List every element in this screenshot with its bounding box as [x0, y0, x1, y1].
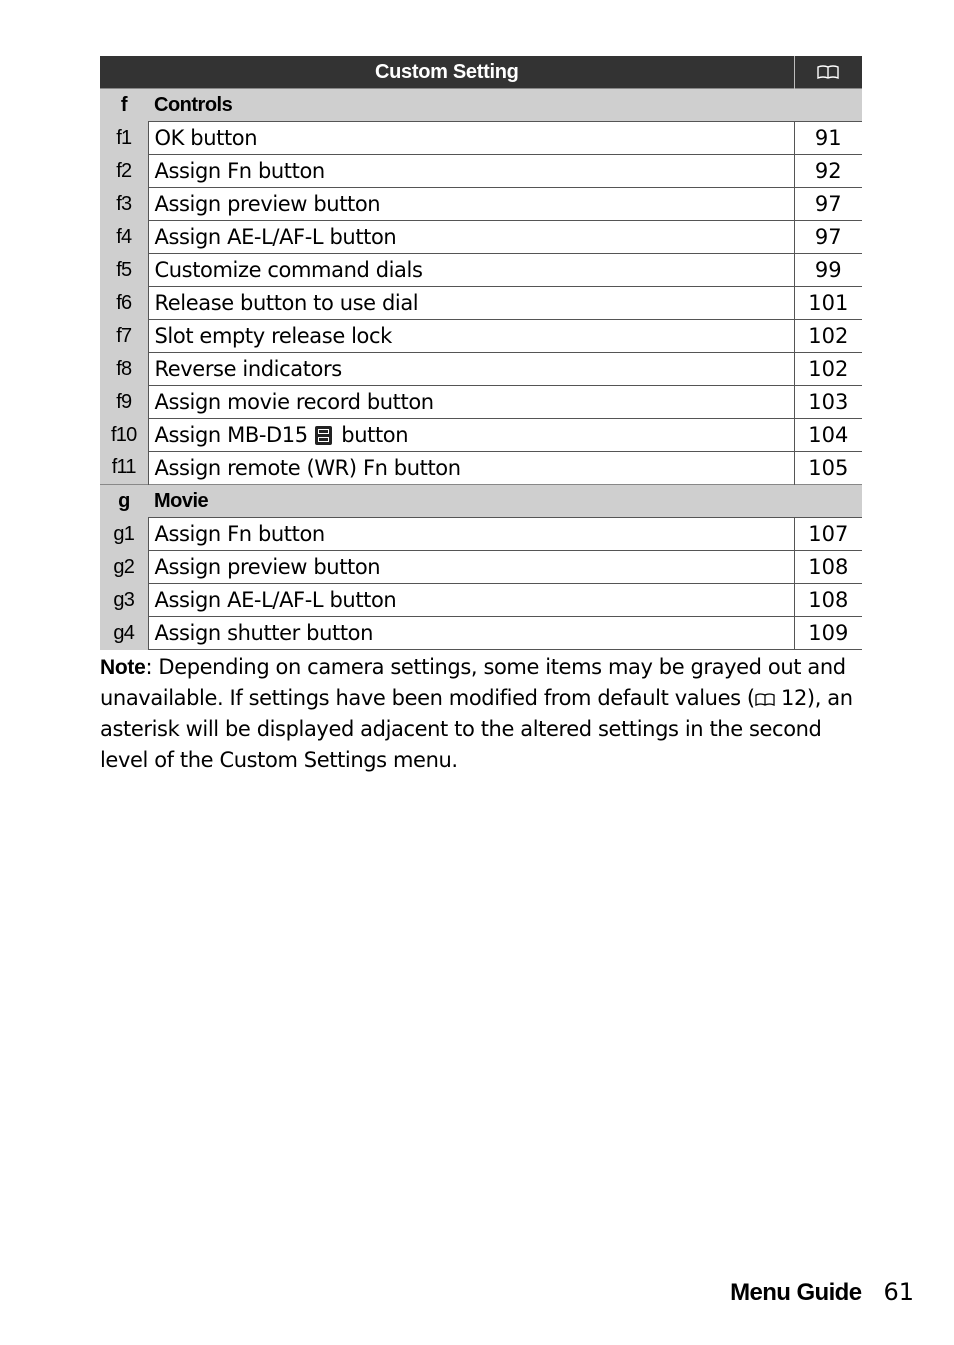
item-code: f2: [100, 155, 148, 188]
item-code: f3: [100, 188, 148, 221]
note-label: Note: [100, 656, 146, 679]
table-row: [100, 386, 862, 419]
item-label: Assign movie record button: [148, 386, 794, 419]
item-page: 109: [794, 617, 862, 650]
item-code: f1: [100, 122, 148, 155]
item-label: Assign shutter button: [148, 617, 794, 650]
item-page: 104: [794, 419, 862, 452]
item-label-after: button: [341, 423, 409, 447]
footer-section-title: Menu Guide: [730, 1279, 862, 1306]
table-row: [100, 419, 862, 452]
group-label: Controls: [148, 89, 862, 122]
group-row-controls: [100, 89, 862, 122]
item-page: 92: [794, 155, 862, 188]
table-row: [100, 287, 862, 320]
item-page: 97: [794, 221, 862, 254]
table-row: [100, 617, 862, 650]
item-label: Assign preview button: [148, 188, 794, 221]
table-row: [100, 353, 862, 386]
item-label: [148, 419, 794, 452]
item-page: 107: [794, 518, 862, 551]
table-row: [100, 221, 862, 254]
table-row: [100, 584, 862, 617]
group-label: Movie: [148, 485, 862, 518]
item-code: g2: [100, 551, 148, 584]
item-code: g4: [100, 617, 148, 650]
group-code: f: [100, 89, 148, 122]
custom-settings-table: [100, 56, 862, 650]
item-label: Assign Fn button: [148, 155, 794, 188]
item-label: Slot empty release lock: [148, 320, 794, 353]
book-icon: [755, 693, 775, 706]
item-page: 108: [794, 584, 862, 617]
item-label: Assign preview button: [148, 551, 794, 584]
note-ref-page: 12: [780, 686, 807, 710]
item-code: g3: [100, 584, 148, 617]
item-label: Assign AE-L/AF-L button: [148, 221, 794, 254]
item-page: 99: [794, 254, 862, 287]
table-row: [100, 254, 862, 287]
footer-page-number: 61: [883, 1278, 914, 1306]
page-footer: [730, 1278, 914, 1307]
item-page: 101: [794, 287, 862, 320]
item-page: 91: [794, 122, 862, 155]
table-row: [100, 518, 862, 551]
group-row-movie: [100, 485, 862, 518]
item-code: f7: [100, 320, 148, 353]
table-header-title: Custom Setting: [100, 56, 794, 89]
item-label: Reverse indicators: [148, 353, 794, 386]
item-label: Assign remote (WR) Fn button: [148, 452, 794, 485]
item-page: 105: [794, 452, 862, 485]
table-row: [100, 452, 862, 485]
item-code: g1: [100, 518, 148, 551]
book-icon: [817, 65, 839, 79]
item-code: f9: [100, 386, 148, 419]
note-text-part2: ), an asterisk will be displayed adjacent to the altered settings in the second level of the Custom Settings menu.: [100, 686, 853, 772]
item-label: Assign AE-L/AF-L button: [148, 584, 794, 617]
group-code: g: [100, 485, 148, 518]
ae-l-af-l-icon: [315, 426, 332, 445]
item-page: 102: [794, 320, 862, 353]
item-code: f5: [100, 254, 148, 287]
item-label: Assign Fn button: [148, 518, 794, 551]
item-page: 103: [794, 386, 862, 419]
item-page: 97: [794, 188, 862, 221]
item-label: OK button: [148, 122, 794, 155]
item-code: f11: [100, 452, 148, 485]
item-label: Customize command dials: [148, 254, 794, 287]
table-row: [100, 155, 862, 188]
note-paragraph: [100, 652, 870, 776]
table-row: [100, 551, 862, 584]
table-header-page-column: [794, 56, 862, 89]
table-row: [100, 320, 862, 353]
item-code: f8: [100, 353, 148, 386]
item-code: f6: [100, 287, 148, 320]
table-row: [100, 122, 862, 155]
table-row: [100, 188, 862, 221]
item-code: f4: [100, 221, 148, 254]
item-label: Release button to use dial: [148, 287, 794, 320]
item-label-before: Assign MB-D15: [154, 423, 308, 447]
item-code: f10: [100, 419, 148, 452]
note-text-part1: : Depending on camera settings, some items may be grayed out and unavailable. If settings have been modified from default values (: [100, 655, 846, 710]
item-page: 102: [794, 353, 862, 386]
table-header-row: [100, 56, 862, 89]
item-page: 108: [794, 551, 862, 584]
